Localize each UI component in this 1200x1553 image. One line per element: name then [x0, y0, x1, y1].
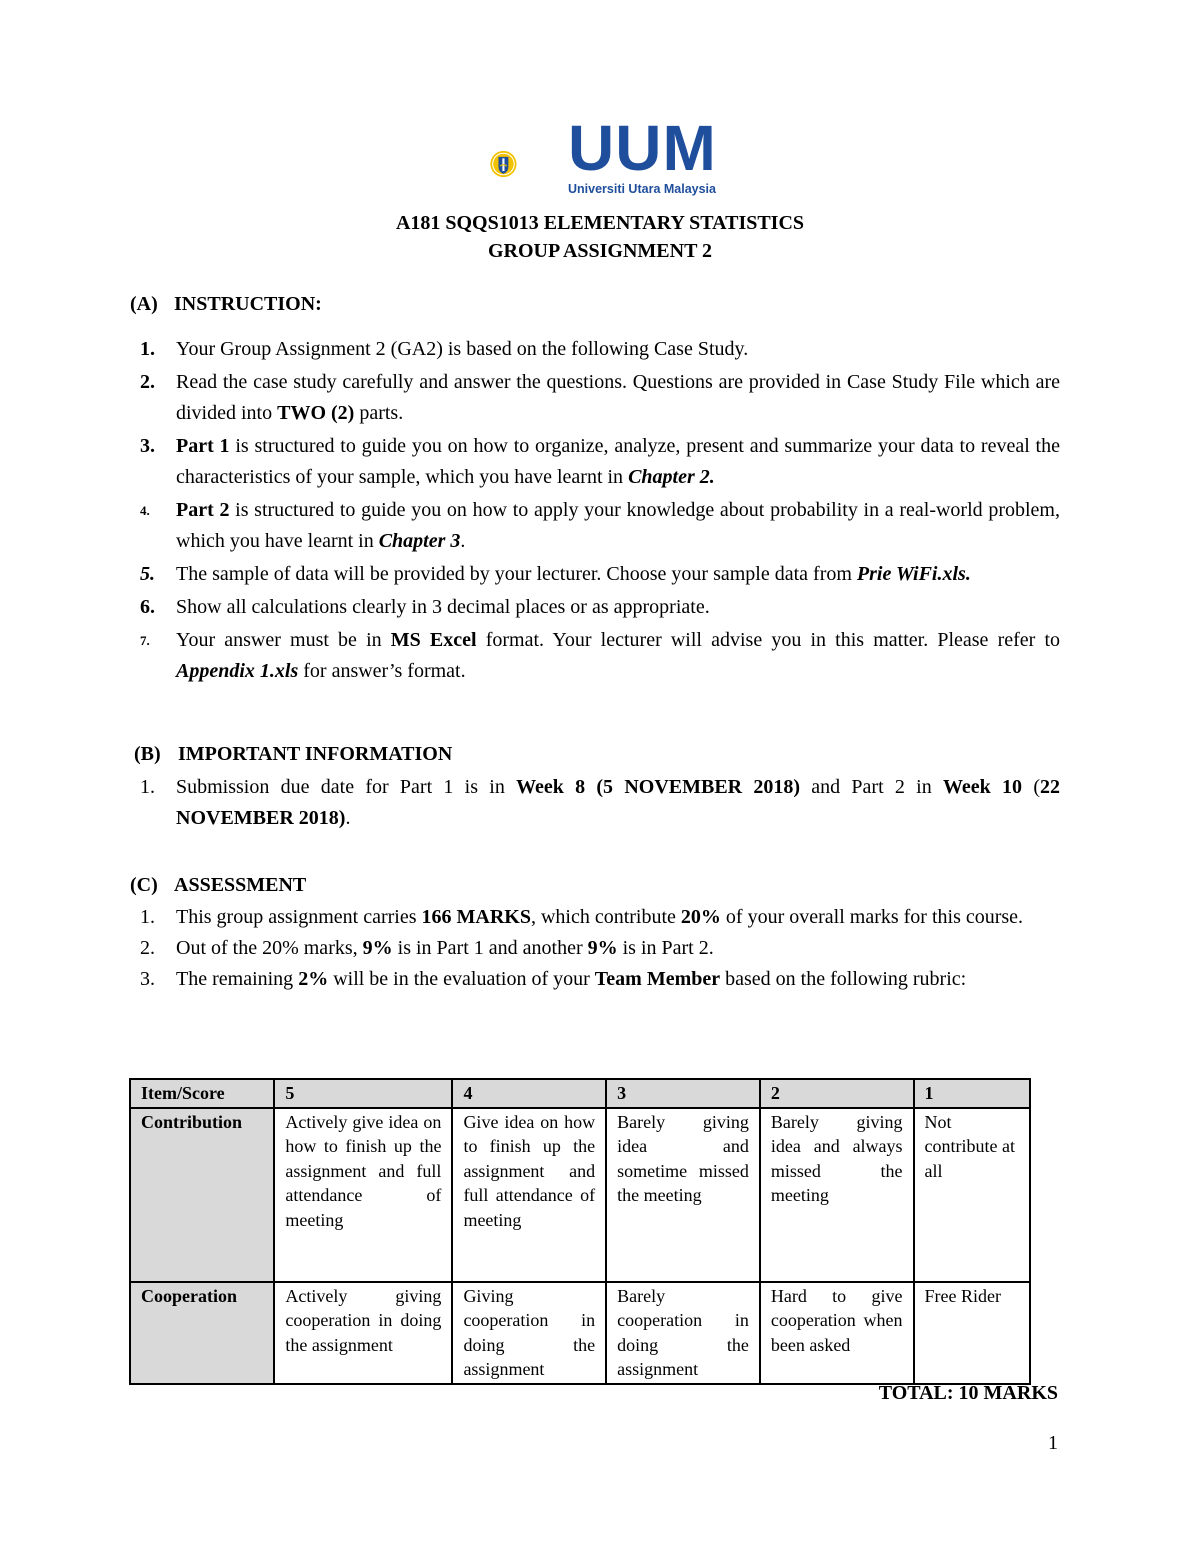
instruction-item [140, 625, 1060, 687]
item-number: 1. [140, 906, 155, 928]
assessment-text: is in Part 1 and another [392, 937, 588, 959]
important-item [140, 772, 1060, 834]
rubric-cell: Barely cooperation in doing the assignment [606, 1282, 760, 1384]
logo-subtitle: Universiti Utara Malaysia [568, 182, 716, 196]
item-number: 2. [140, 371, 155, 393]
instruction-emphasis: Prie WiFi.xls. [856, 563, 971, 585]
section-c-label: (C) [130, 874, 158, 896]
item-number: 5. [140, 563, 155, 585]
instruction-item [140, 334, 1060, 365]
instruction-text: Read the case study carefully and answer the questions. Questions are provided in Case Study File which are divided into [176, 371, 1060, 424]
instruction-emphasis: Chapter 3 [378, 530, 461, 552]
assessment-emphasis: 20% [680, 906, 721, 928]
important-text: and Part 2 in [800, 776, 944, 798]
assessment-emphasis: 2% [298, 968, 329, 990]
section-a-label: (A) [130, 293, 158, 315]
rubric-row-cooperation [130, 1282, 1030, 1384]
instruction-emphasis: Part 1 [176, 435, 230, 457]
instruction-emphasis: Part 2 [176, 499, 230, 521]
page-number: 1 [1048, 1432, 1058, 1454]
item-number: 4. [140, 503, 150, 518]
assessment-text: , which contribute [530, 906, 681, 928]
section-c-heading [130, 874, 306, 897]
rubric-cell: Actively give idea on how to finish up the assignment and full attendance of meeting [274, 1108, 452, 1282]
assessment-list [140, 902, 1060, 995]
instruction-text: is structured to guide you on how to organize, analyze, present and summarize your data to reveal the characteristics of your sample, which you have learnt in [176, 435, 1060, 488]
due-week-part2: Week 10 [943, 776, 1023, 798]
item-number: 6. [140, 596, 155, 618]
due-date-part1: Week 8 (5 NOVEMBER 2018) [516, 776, 801, 798]
uum-crest-icon [490, 122, 566, 206]
rubric-header-cell: 1 [914, 1079, 1030, 1108]
instruction-item [140, 495, 1060, 557]
important-text: . [345, 807, 351, 829]
important-text: ( [1022, 776, 1040, 798]
item-number: 3. [140, 968, 155, 990]
instruction-text: Your Group Assignment 2 (GA2) is based on the following Case Study. [176, 338, 749, 360]
total-marks: TOTAL: 10 MARKS [878, 1382, 1058, 1404]
assignment-title: GROUP ASSIGNMENT 2 [487, 240, 713, 262]
instruction-emphasis: Chapter 2. [628, 466, 715, 488]
rubric-cell: Giving cooperation in doing the assignment [452, 1282, 606, 1384]
section-a-title: INSTRUCTION: [174, 293, 322, 315]
rubric-header-cell: 4 [452, 1079, 606, 1108]
instruction-emphasis: TWO (2) [277, 402, 355, 424]
instruction-text: is structured to guide you on how to apply your knowledge about probability in a real-world problem, which you have learnt in [176, 499, 1060, 552]
rubric-row-label: Contribution [130, 1108, 274, 1282]
assessment-item [140, 902, 1060, 933]
item-number: 1. [140, 776, 155, 798]
instruction-item [140, 367, 1060, 429]
instruction-text: The sample of data will be provided by your lecturer. Choose your sample data from [176, 563, 857, 585]
section-c-title: ASSESSMENT [174, 874, 307, 896]
instruction-item [140, 431, 1060, 493]
assessment-text: This group assignment carries [176, 906, 422, 928]
assessment-text: The remaining [176, 968, 299, 990]
assessment-item [140, 964, 1060, 995]
important-text: Submission due date for Part 1 is in [176, 776, 517, 798]
rubric-header-cell: 2 [760, 1079, 914, 1108]
rubric-cell: Barely giving idea and sometime missed the meeting [606, 1108, 760, 1282]
rubric-row-contribution [130, 1108, 1030, 1282]
instruction-text: for answer’s format. [298, 660, 466, 682]
instruction-item [140, 559, 1060, 590]
rubric-cell: Actively giving cooperation in doing the assignment [274, 1282, 452, 1384]
rubric-cell: Hard to give cooperation when been asked [760, 1282, 914, 1384]
item-number: 7. [140, 633, 150, 648]
instruction-emphasis: Appendix 1.xls [176, 660, 299, 682]
instruction-text: parts. [354, 402, 404, 424]
important-list [140, 772, 1060, 834]
assessment-emphasis: Team Member [594, 968, 721, 990]
rubric-header-cell: Item/Score [130, 1079, 274, 1108]
due-date-part2: 22 NOVEMBER 2018) [176, 776, 1060, 829]
assessment-text: will be in the evaluation of your [328, 968, 595, 990]
assessment-emphasis: 9% [362, 937, 393, 959]
rubric-header-row [130, 1079, 1030, 1108]
assessment-emphasis: 9% [587, 937, 618, 959]
section-b-title: IMPORTANT INFORMATION [178, 743, 453, 765]
instruction-text: Your answer must be in [176, 629, 391, 651]
rubric-table [129, 1078, 1031, 1385]
assessment-text: Out of the 20% marks, [176, 937, 363, 959]
instruction-list [140, 334, 1060, 689]
section-a-heading [130, 293, 322, 316]
course-title: A181 SQQS1013 ELEMENTARY STATISTICS [395, 212, 805, 234]
assessment-text: of your overall marks for this course. [720, 906, 1024, 928]
rubric-header-cell: 5 [274, 1079, 452, 1108]
instruction-text: Show all calculations clearly in 3 decimal places or as appropriate. [176, 596, 710, 618]
item-number: 1. [140, 338, 155, 360]
instruction-text: . [460, 530, 466, 552]
logo-wordmark: UUM [568, 112, 717, 184]
instruction-item [140, 592, 1060, 623]
assessment-text: based on the following rubric: [720, 968, 967, 990]
rubric-cell: Give idea on how to finish up the assignment and full attendance of meeting [452, 1108, 606, 1282]
assessment-emphasis: 166 MARKS [421, 906, 531, 928]
rubric-row-label: Cooperation [130, 1282, 274, 1384]
section-b-heading [134, 743, 452, 766]
rubric-header-cell: 3 [606, 1079, 760, 1108]
rubric-cell: Free Rider [914, 1282, 1030, 1384]
item-number: 3. [140, 435, 155, 457]
instruction-emphasis: MS Excel [390, 629, 477, 651]
item-number: 2. [140, 937, 155, 959]
rubric-cell: Barely giving idea and always missed the meeting [760, 1108, 914, 1282]
instruction-text: format. Your lecturer will advise you in this matter. Please refer to [476, 629, 1061, 651]
assessment-text: is in Part 2. [617, 937, 714, 959]
section-b-label: (B) [134, 743, 161, 765]
rubric-cell: Not contribute at all [914, 1108, 1030, 1282]
assessment-item [140, 933, 1060, 964]
